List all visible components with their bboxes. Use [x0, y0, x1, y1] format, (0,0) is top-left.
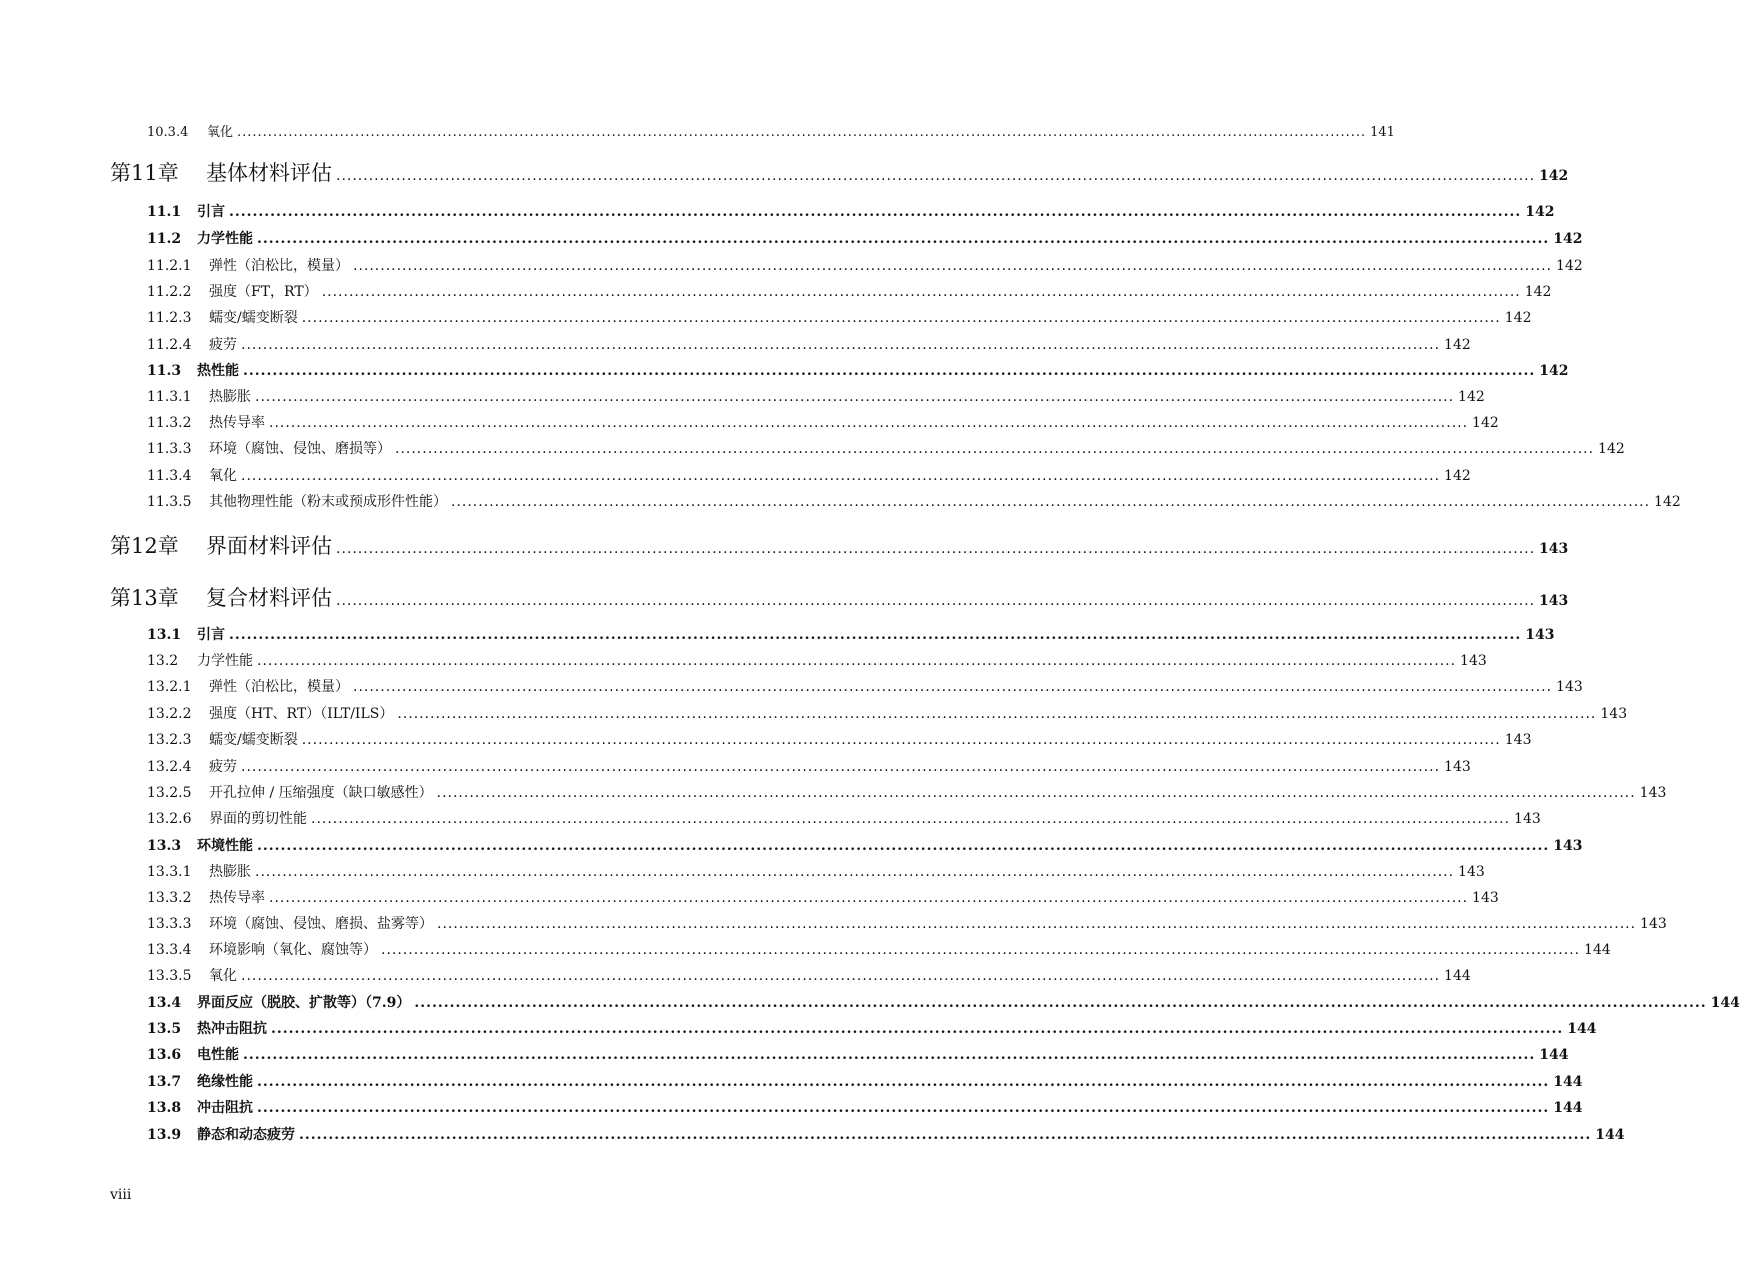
toc-subsection[interactable] [147, 438, 1625, 458]
toc-page-number: 144 [1553, 1100, 1583, 1116]
toc-number: 13.6 [147, 1047, 182, 1063]
toc-section[interactable] [147, 1044, 1569, 1064]
toc-title: 静态和动态疲劳 [197, 1127, 295, 1143]
toc-number: 13.3.2 [147, 890, 192, 906]
dot-leader: ............................................................................................................................................................................................................................ [336, 541, 1536, 557]
toc-title: 热膨胀 [209, 389, 251, 405]
dot-leader: ............................................................................................................................................................................................................................ [336, 168, 1536, 184]
toc-title: 热传导率 [209, 415, 265, 431]
toc-number: 11.2 [147, 231, 182, 247]
toc-section[interactable] [147, 1124, 1625, 1144]
toc-title: 热传导率 [209, 890, 265, 906]
dot-leader: ............................................................................................................................................................................................................................ [257, 1100, 1550, 1116]
toc-title: 热性能 [197, 363, 239, 379]
toc-title: 复合材料评估 [206, 586, 332, 610]
toc-page-number: 143 [1458, 864, 1485, 880]
toc-page-number: 143 [1514, 811, 1541, 827]
toc-page-number: 143 [1639, 785, 1667, 801]
toc-title: 热膨胀 [209, 864, 251, 880]
toc-page-number: 144 [1595, 1127, 1625, 1143]
toc-section[interactable] [147, 1018, 1597, 1038]
toc-title: 开孔拉伸 / 压缩强度（缺口敏感性） [209, 785, 433, 801]
toc-subsection[interactable] [147, 861, 1485, 881]
toc-subsection[interactable] [147, 808, 1541, 828]
toc-section[interactable] [147, 624, 1555, 644]
toc-page-number: 143 [1640, 916, 1667, 932]
toc-number: 13.8 [147, 1100, 182, 1116]
toc-number: 13.3.1 [147, 864, 192, 880]
page-number: viii [110, 1187, 132, 1203]
dot-leader: ............................................................................................................................................................................................................................ [241, 759, 1441, 775]
toc-section[interactable] [147, 835, 1583, 855]
toc-page-number: 143 [1556, 679, 1583, 695]
toc-page-number: 144 [1567, 1021, 1597, 1037]
toc-page-number: 144 [1710, 995, 1740, 1011]
toc-subsection[interactable] [147, 913, 1667, 933]
toc-subsection[interactable] [147, 676, 1583, 696]
toc-title: 蠕变/蠕变断裂 [209, 310, 298, 326]
toc-number: 13.2.4 [147, 759, 192, 775]
toc-number: 11.2.1 [147, 258, 192, 274]
toc-number: 11.3.4 [147, 468, 192, 484]
toc-number: 13.2.3 [147, 732, 192, 748]
toc-page-number: 144 [1553, 1074, 1583, 1090]
dot-leader: ............................................................................................................................................................................................................................ [321, 284, 1521, 300]
toc-number: 第13章 [110, 586, 179, 610]
toc-number: 13.4 [147, 995, 182, 1011]
toc-section[interactable] [147, 650, 1487, 670]
toc-subsection[interactable] [147, 887, 1499, 907]
toc-page-number: 142 [1598, 441, 1625, 457]
toc-title: 环境（腐蚀、侵蚀、磨损等） [209, 441, 391, 457]
toc-number: 11.3.1 [147, 389, 192, 405]
toc-number: 11.2.2 [147, 284, 192, 300]
toc-number: 13.2.6 [147, 811, 192, 827]
toc-number: 11.3 [147, 363, 182, 379]
dot-leader: ............................................................................................................................................................................................................................ [301, 310, 1501, 326]
toc-subsection[interactable] [147, 965, 1471, 985]
dot-leader: ............................................................................................................................................................................................................................ [451, 494, 1651, 510]
dot-leader: ............................................................................................................................................................................................................................ [255, 389, 1455, 405]
toc-page-number: 142 [1556, 258, 1583, 274]
toc-section[interactable] [147, 1097, 1583, 1117]
toc-title: 强度（FT，RT） [209, 284, 318, 300]
toc-title: 疲劳 [209, 759, 237, 775]
toc-title: 电性能 [197, 1047, 239, 1063]
toc-title: 环境（腐蚀、侵蚀、磨损、盐雾等） [209, 916, 433, 932]
toc-number: 13.2.5 [147, 785, 192, 801]
toc-subsection[interactable] [147, 412, 1499, 432]
dot-leader: ............................................................................................................................................................................................................................ [229, 627, 1522, 643]
toc-title: 蠕变/蠕变断裂 [209, 732, 298, 748]
toc-page-number: 144 [1584, 942, 1611, 958]
dot-leader: ............................................................................................................................................................................................................................ [437, 916, 1637, 932]
toc-page-number: 142 [1524, 284, 1552, 300]
toc-page-number: 141 [1370, 125, 1395, 140]
dot-leader: ............................................................................................................................................................................................................................ [255, 864, 1455, 880]
toc-page-number: 142 [1444, 337, 1471, 353]
toc-page-number: 142 [1539, 168, 1569, 184]
toc-number: 13.9 [147, 1127, 182, 1143]
toc-number: 11.2.3 [147, 310, 192, 326]
dot-leader: ............................................................................................................................................................................................................................ [257, 231, 1550, 247]
toc-title: 热冲击阻抗 [197, 1021, 267, 1037]
toc-section[interactable] [147, 228, 1583, 248]
dot-leader: ............................................................................................................................................................................................................................ [395, 441, 1595, 457]
toc-number: 11.3.3 [147, 441, 192, 457]
dot-leader: ............................................................................................................................................................................................................................ [269, 890, 1469, 906]
toc-title: 界面反应（脱胶、扩散等）（7.9） [197, 995, 411, 1011]
dot-leader: ............................................................................................................................................................................................................................ [336, 593, 1536, 609]
toc-page-number: 142 [1458, 389, 1485, 405]
toc-number: 11.3.2 [147, 415, 192, 431]
toc-number: 10.3.4 [147, 125, 189, 140]
dot-leader: ............................................................................................................................................................................................................................ [241, 468, 1441, 484]
toc-page-number: 143 [1539, 541, 1569, 557]
toc-number: 13.5 [147, 1021, 182, 1037]
dot-leader: ............................................................................................................................................................................................................................ [311, 811, 1511, 827]
toc-subsection[interactable] [147, 703, 1628, 723]
toc-title: 弹性（泊松比，模量） [209, 258, 349, 274]
toc-subsection[interactable] [147, 729, 1532, 749]
toc-number: 13.3 [147, 838, 182, 854]
toc-subsection[interactable] [147, 386, 1485, 406]
toc-title: 界面的剪切性能 [209, 811, 307, 827]
dot-leader: ............................................................................................................................................................................................................................ [381, 942, 1581, 958]
dot-leader: ............................................................................................................................................................................................................................ [353, 258, 1553, 274]
toc-number: 11.1 [147, 204, 182, 220]
dot-leader: ............................................................................................................................................................................................................................ [241, 337, 1441, 353]
toc-subsection[interactable] [147, 465, 1471, 485]
toc-subsection[interactable] [147, 334, 1471, 354]
toc-title: 氧化 [207, 125, 234, 140]
toc-page-number: 143 [1504, 732, 1532, 748]
toc-chapter[interactable] [110, 157, 1569, 187]
toc-subsection[interactable] [147, 939, 1611, 959]
dot-leader: ............................................................................................................................................................................................................................ [299, 1127, 1592, 1143]
toc-number: 11.3.5 [147, 494, 192, 510]
toc-number: 13.3.4 [147, 942, 192, 958]
toc-page-number: 143 [1600, 706, 1628, 722]
dot-leader: ............................................................................................................................................................................................................................ [243, 363, 1536, 379]
toc-title: 其他物理性能（粉末或预成形件性能） [209, 494, 447, 510]
toc-title: 绝缘性能 [197, 1074, 253, 1090]
toc-section[interactable] [147, 360, 1569, 380]
dot-leader: ............................................................................................................................................................................................................................ [269, 415, 1469, 431]
toc-number: 第11章 [110, 161, 179, 185]
toc-title: 引言 [197, 204, 225, 220]
dot-leader: ............................................................................................................................................................................................................................ [257, 838, 1550, 854]
toc-title: 界面材料评估 [206, 534, 332, 558]
toc-page-number: 143 [1472, 890, 1499, 906]
toc-page-number: 143 [1444, 759, 1471, 775]
toc-title: 疲劳 [209, 337, 237, 353]
toc-page-number: 143 [1553, 838, 1583, 854]
dot-leader: ............................................................................................................................................................................................................................ [229, 204, 1522, 220]
toc-subsection[interactable] [147, 491, 1681, 511]
toc-section[interactable] [147, 992, 1740, 1012]
dot-leader: ............................................................................................................................................................................................................................ [243, 1047, 1536, 1063]
toc-subsection[interactable] [147, 307, 1532, 327]
toc-page-number: 142 [1539, 363, 1569, 379]
toc-number: 13.2.1 [147, 679, 192, 695]
toc-page-number: 142 [1504, 310, 1532, 326]
toc-title: 基体材料评估 [206, 161, 332, 185]
dot-leader: ............................................................................................................................................................................................................................ [397, 706, 1597, 722]
toc-section[interactable] [147, 1071, 1583, 1091]
toc-chapter[interactable] [110, 530, 1569, 560]
toc-title: 引言 [197, 627, 225, 643]
toc-page-number: 143 [1539, 593, 1569, 609]
toc-title: 力学性能 [197, 231, 253, 247]
toc-title: 冲击阻抗 [197, 1100, 253, 1116]
toc-page-number: 143 [1525, 627, 1555, 643]
toc-number: 第12章 [110, 534, 179, 558]
dot-leader: ............................................................................................................................................................................................................................ [241, 968, 1441, 984]
toc-page-number: 143 [1460, 653, 1487, 669]
toc-subsection[interactable] [147, 281, 1552, 301]
toc-title: 强度（HT、RT）（ILT/ILS） [209, 706, 394, 722]
dot-leader: ............................................................................................................................................................................................................................ [414, 995, 1707, 1011]
toc-title: 弹性（泊松比，模量） [209, 679, 349, 695]
toc-title: 环境影响（氧化、腐蚀等） [209, 942, 377, 958]
toc-page-number: 142 [1472, 415, 1499, 431]
toc-subsection[interactable] [147, 121, 1395, 140]
dot-leader: ............................................................................................................................................................................................................................ [257, 1074, 1550, 1090]
toc-page-number: 142 [1553, 231, 1583, 247]
toc-title: 力学性能 [197, 653, 253, 669]
dot-leader: ............................................................................................................................................................................................................................ [257, 653, 1457, 669]
toc-number: 13.2 [147, 653, 179, 669]
toc-subsection[interactable] [147, 756, 1471, 776]
dot-leader: ............................................................................................................................................................................................................................ [353, 679, 1553, 695]
toc-page-number: 142 [1444, 468, 1471, 484]
toc-title: 环境性能 [197, 838, 253, 854]
toc-number: 13.2.2 [147, 706, 192, 722]
toc-title: 氧化 [209, 468, 237, 484]
toc-chapter[interactable] [110, 582, 1569, 612]
toc-page-number: 144 [1444, 968, 1471, 984]
toc-number: 13.1 [147, 627, 182, 643]
toc-page-number: 142 [1654, 494, 1681, 510]
toc-number: 13.7 [147, 1074, 182, 1090]
dot-leader: ............................................................................................................................................................................................................................ [237, 125, 1367, 140]
toc-number: 13.3.3 [147, 916, 192, 932]
toc-number: 13.3.5 [147, 968, 192, 984]
toc-page-number: 144 [1539, 1047, 1569, 1063]
toc-subsection[interactable] [147, 782, 1667, 802]
toc-subsection[interactable] [147, 255, 1583, 275]
dot-leader: ............................................................................................................................................................................................................................ [301, 732, 1501, 748]
dot-leader: ............................................................................................................................................................................................................................ [271, 1021, 1564, 1037]
toc-page-number: 142 [1525, 204, 1555, 220]
toc-title: 氧化 [209, 968, 237, 984]
toc-section[interactable] [147, 201, 1555, 221]
toc-number: 11.2.4 [147, 337, 192, 353]
dot-leader: ............................................................................................................................................................................................................................ [436, 785, 1636, 801]
